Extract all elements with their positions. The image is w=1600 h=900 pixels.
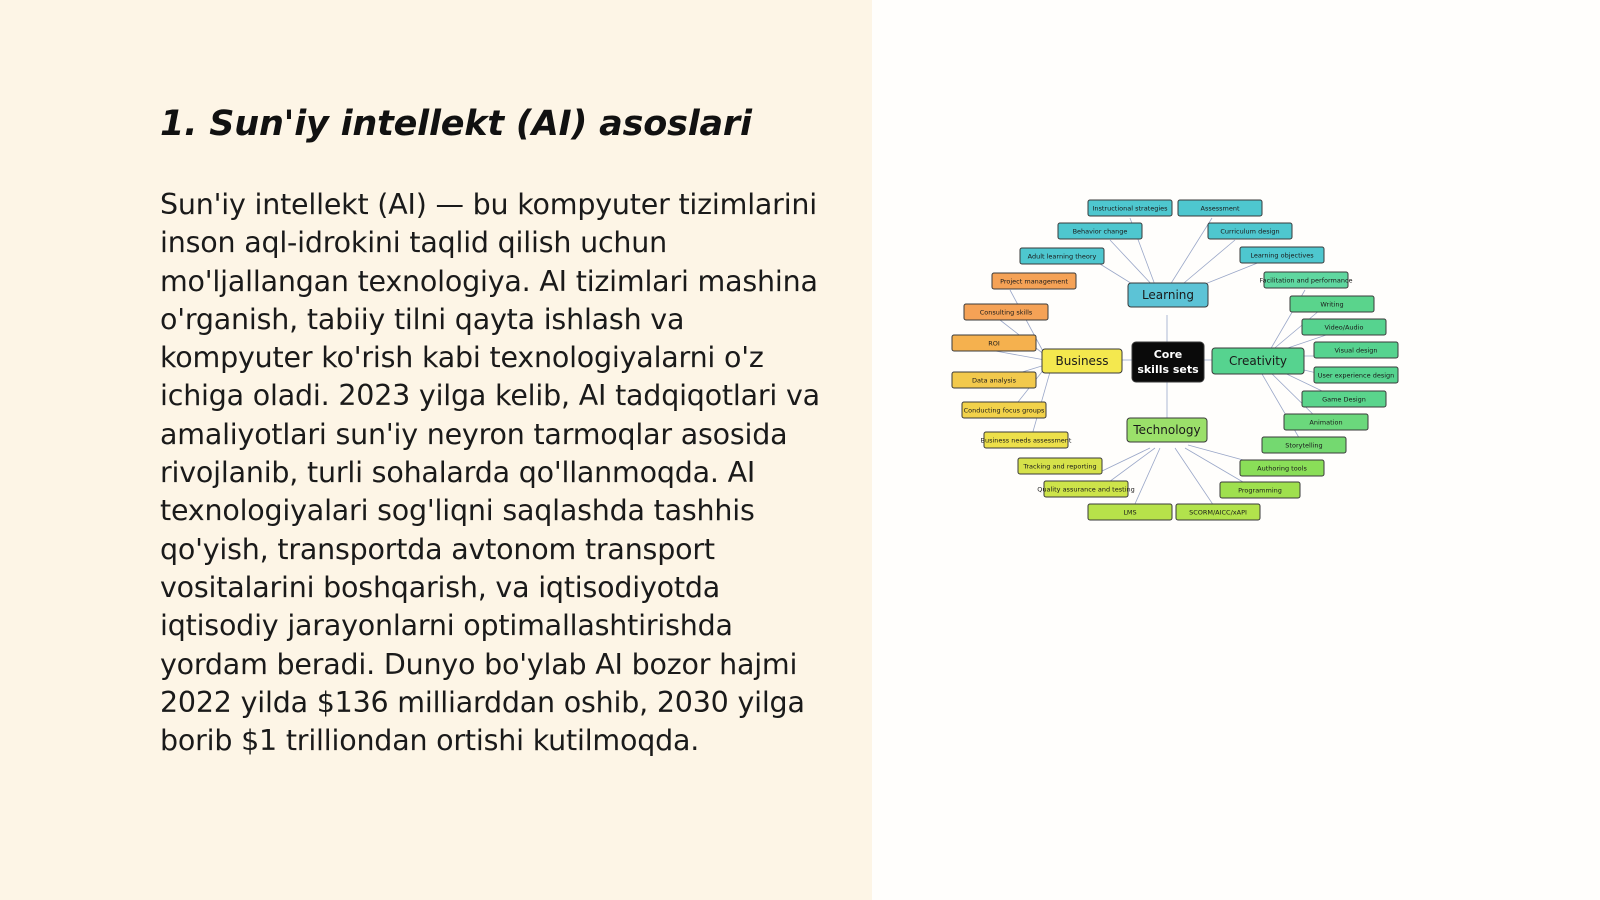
svg-text:ROI: ROI <box>988 339 1000 348</box>
branch-creativity-label: Creativity <box>1228 354 1288 368</box>
svg-text:Storytelling: Storytelling <box>1285 441 1323 450</box>
svg-text:Writing: Writing <box>1320 300 1344 309</box>
svg-text:Programming: Programming <box>1238 486 1282 495</box>
skills-mindmap <box>950 190 1440 540</box>
leaf-business-needs-assessment <box>981 432 1072 448</box>
leaf-visual-design <box>1314 342 1398 358</box>
leaf-programming <box>1220 482 1300 498</box>
branch-learning <box>1128 283 1208 307</box>
svg-text:SCORM/AICC/xAPI: SCORM/AICC/xAPI <box>1189 508 1247 517</box>
branch-technology-label: Technology <box>1133 423 1201 437</box>
svg-text:Visual design: Visual design <box>1334 346 1378 355</box>
leaf-facilitation-performance <box>1259 272 1352 288</box>
branch-business <box>1042 349 1122 373</box>
leaf-game-design <box>1302 391 1386 407</box>
leaf-instructional-strategies <box>1088 200 1172 216</box>
leaf-writing <box>1290 296 1374 312</box>
svg-text:Curriculum design: Curriculum design <box>1220 227 1280 236</box>
svg-text:Video/Audio: Video/Audio <box>1324 323 1364 332</box>
svg-text:Quality assurance and testing: Quality assurance and testing <box>1037 485 1135 494</box>
svg-text:Assessment: Assessment <box>1200 204 1240 213</box>
svg-text:Adult learning theory: Adult learning theory <box>1027 252 1097 261</box>
svg-text:Consulting skills: Consulting skills <box>979 308 1033 317</box>
leaf-scorm-aicc-xapi <box>1176 504 1260 520</box>
branch-learning-label: Learning <box>1141 288 1195 302</box>
leaf-conducting-focus-groups <box>962 402 1046 418</box>
svg-text:Facilitation and performance: Facilitation and performance <box>1259 276 1353 285</box>
slide-title: 1. Sun'iy intellekt (AI) asoslari <box>160 104 752 144</box>
branch-creativity <box>1212 348 1304 374</box>
core-node <box>1132 342 1204 382</box>
svg-text:Animation: Animation <box>1309 418 1343 427</box>
leaf-quality-assurance-testing <box>1037 481 1134 497</box>
svg-text:Business needs assessment: Business needs assessment <box>980 436 1072 445</box>
leaf-adult-learning-theory <box>1020 248 1104 264</box>
leaf-project-management <box>992 273 1076 289</box>
svg-text:Conducting focus groups: Conducting focus groups <box>963 406 1045 415</box>
leaf-storytelling <box>1262 437 1346 453</box>
leaf-consulting-skills <box>964 304 1048 320</box>
svg-text:LMS: LMS <box>1123 508 1137 517</box>
leaf-data-analysis <box>952 372 1036 388</box>
svg-text:Behavior change: Behavior change <box>1072 227 1128 236</box>
leaf-curriculum-design <box>1208 223 1292 239</box>
svg-text:Instructional strategies: Instructional strategies <box>1092 204 1168 213</box>
svg-text:User experience design: User experience design <box>1317 371 1395 380</box>
leaf-roi <box>952 335 1036 351</box>
leaf-assessment <box>1178 200 1262 216</box>
branch-technology <box>1127 418 1207 442</box>
leaf-video-audio <box>1302 319 1386 335</box>
core-label-line1: Core <box>1153 348 1183 361</box>
svg-text:Game Design: Game Design <box>1322 395 1366 404</box>
svg-text:Project management: Project management <box>1000 277 1068 286</box>
leaf-learning-objectives <box>1240 247 1324 263</box>
leaf-tracking-reporting <box>1018 458 1102 474</box>
leaf-lms <box>1088 504 1172 520</box>
slide-body: Sun'iy intellekt (AI) — bu kompyuter tizimlarini inson aql-idrokini taqlid qilish uchun mo'ljallangan texnologiya. AI tizimlari mashina o'rganish, tabiiy tilni qayta ishlash va kompyuter ko'rish kabi texnologiyalarni o'z ichiga oladi. 2023 yilga kelib, AI tadqiqotlari va amaliyotlari sun'iy neyron tarmoqlar asosida rivojlanib, turli sohalarda qo'llanmoqda. AI texnologiyalari sog'liqni saqlashda tashhis qo'yish, transportda avtonom transport vositalarini boshqarish, va iqtisodiyotda iqtisodiy jarayonlarni optimallashtirishda yordam beradi. Dunyo bo'ylab AI bozor hajmi 2022 yilda $136 milliarddan oshib, 2030 yilga borib $1 trilliondan ortishi kutilmoqda. <box>160 188 820 758</box>
svg-text:Learning objectives: Learning objectives <box>1250 251 1314 260</box>
leaf-behavior-change <box>1058 223 1142 239</box>
branch-business-label: Business <box>1055 354 1109 368</box>
core-label-line2: skills sets <box>1137 363 1199 376</box>
leaf-animation <box>1284 414 1368 430</box>
leaf-user-experience-design <box>1314 367 1398 383</box>
svg-text:Authoring tools: Authoring tools <box>1257 464 1307 473</box>
leaf-authoring-tools <box>1240 460 1324 476</box>
svg-text:Tracking and reporting: Tracking and reporting <box>1023 462 1097 471</box>
svg-text:Data analysis: Data analysis <box>972 376 1016 385</box>
